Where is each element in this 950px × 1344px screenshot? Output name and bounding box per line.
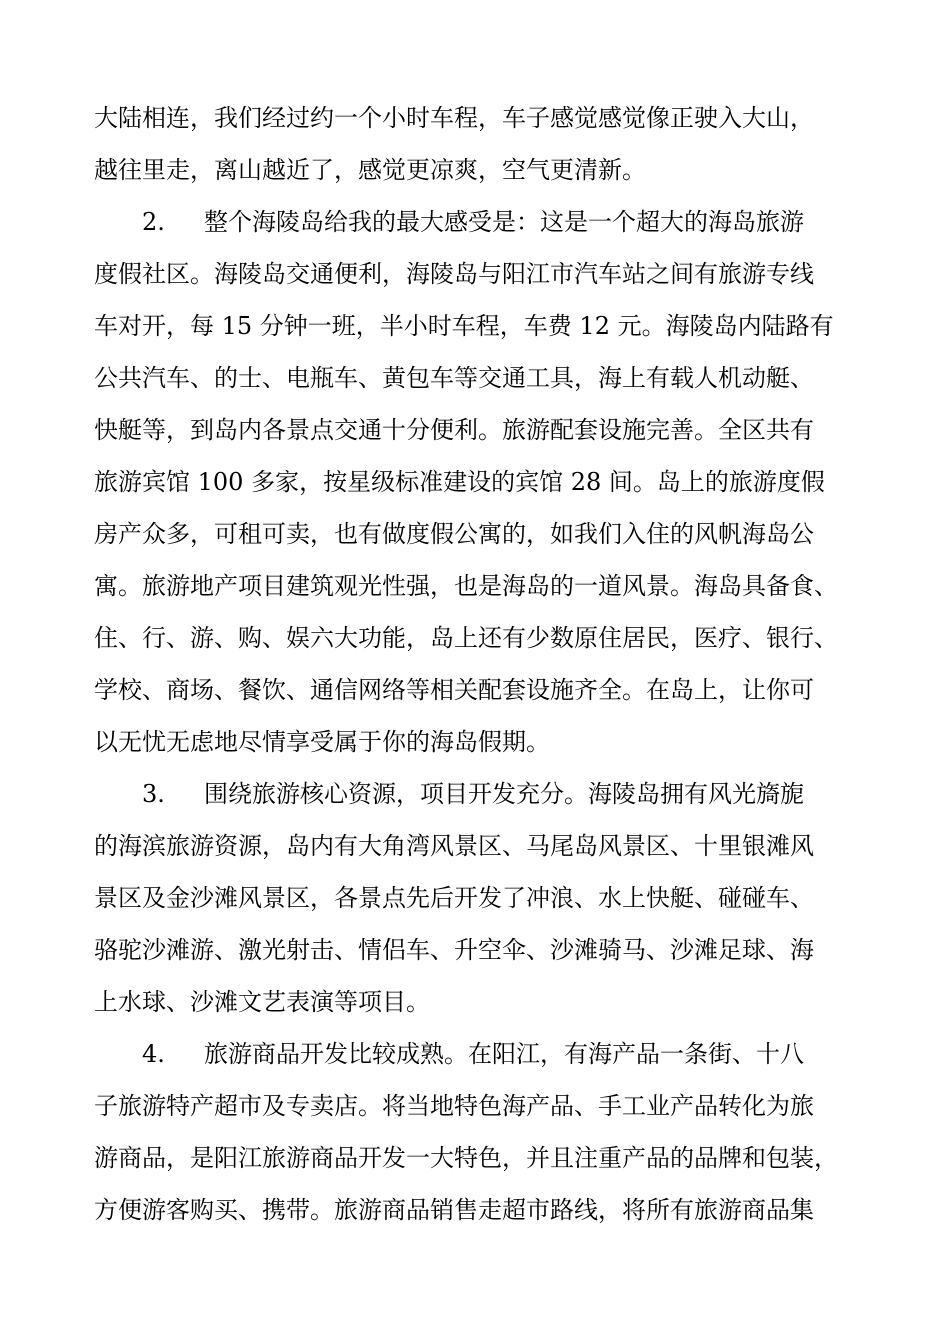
text-line: 越往里走，离山越近了，感觉更凉爽，空气更清新。 <box>94 156 646 184</box>
paragraph-number: 4. <box>142 1040 165 1068</box>
text-line: 寓。旅游地产项目建筑观光性强，也是海岛的一道风景。海岛具备食、 <box>94 572 838 600</box>
text-line: 游商品，是阳江旅游商品开发一大特色，并且注重产品的品牌和包装， <box>94 1144 838 1172</box>
numbered-paragraph-start <box>94 1028 884 1080</box>
text-line: 旅游商品开发比较成熟。在阳江，有海产品一条街、十八 <box>204 1040 804 1068</box>
text-line: 的海滨旅游资源，岛内有大角湾风景区、马尾岛风景区、十里银滩风 <box>94 832 814 860</box>
text-line: 方便游客购买、携带。旅游商品销售走超市路线，将所有旅游商品集 <box>94 1196 814 1224</box>
text-line: 公共汽车、的士、电瓶车、黄包车等交通工具，海上有载人机动艇、 <box>94 364 814 392</box>
numbered-paragraph-start <box>94 768 884 820</box>
paragraph-number: 3. <box>142 780 165 808</box>
text-line: 以无忧无虑地尽情享受属于你的海岛假期。 <box>94 728 550 756</box>
text-line: 快艇等，到岛内各景点交通十分便利。旅游配套设施完善。全区共有 <box>94 416 814 444</box>
text-line: 住、行、游、购、娱六大功能，岛上还有少数原住居民，医疗、银行、 <box>94 624 838 652</box>
text-line: 景区及金沙滩风景区，各景点先后开发了冲浪、水上快艇、碰碰车、 <box>94 884 814 912</box>
text-line: 上水球、沙滩文艺表演等项目。 <box>94 988 430 1016</box>
text-line: 旅游宾馆 100 多家，按星级标准建设的宾馆 28 间。岛上的旅游度假 <box>94 468 825 496</box>
text-line: 大陆相连，我们经过约一个小时车程，车子感觉感觉像正驶入大山， <box>94 104 814 132</box>
text-line: 学校、商场、餐饮、通信网络等相关配套设施齐全。在岛上，让你可 <box>94 676 814 704</box>
text-line: 子旅游特产超市及专卖店。将当地特色海产品、手工业产品转化为旅 <box>94 1092 814 1120</box>
paragraph-number: 2. <box>142 208 165 236</box>
document-body <box>94 92 884 1236</box>
text-line: 房产众多，可租可卖，也有做度假公寓的，如我们入住的风帆海岛公 <box>94 520 814 548</box>
numbered-paragraph-start <box>94 196 884 248</box>
text-line: 车对开，每 15 分钟一班，半小时车程，车费 12 元。海陵岛内陆路有 <box>94 312 834 340</box>
text-line: 度假社区。海陵岛交通便利，海陵岛与阳江市汽车站之间有旅游专线 <box>94 260 814 288</box>
text-line: 骆驼沙滩游、激光射击、情侣车、升空伞、沙滩骑马、沙滩足球、海 <box>94 936 814 964</box>
text-line: 整个海陵岛给我的最大感受是：这是一个超大的海岛旅游 <box>204 208 804 236</box>
text-line: 围绕旅游核心资源，项目开发充分。海陵岛拥有风光旖旎 <box>204 780 804 808</box>
